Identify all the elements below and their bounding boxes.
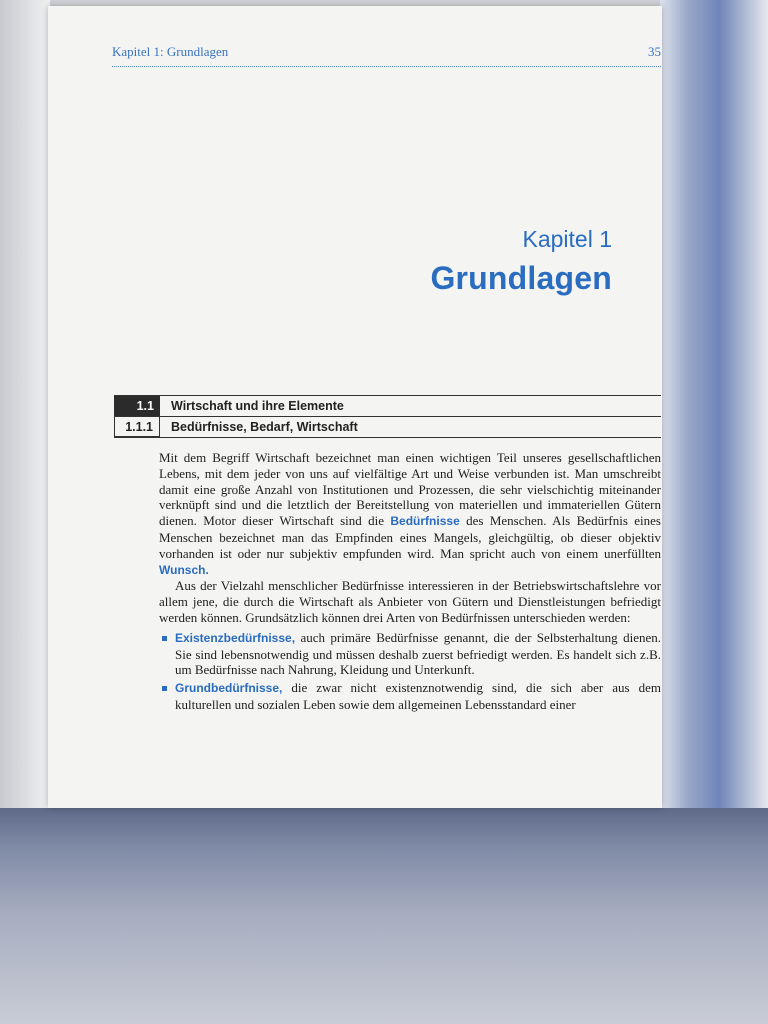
chapter-title: Grundlagen <box>430 260 612 296</box>
keyword: Grundbedürfnisse, <box>175 681 283 696</box>
list-item-text: die zwar nicht existenznotwendig sind, die sich aber aus dem kulturellen und sozialen Leben sowie dem allgemeinen Lebensstandard einer <box>175 680 661 712</box>
section-title: Bedürfnisse, Bedarf, Wirtschaft <box>171 420 358 434</box>
section-heading-1-1 <box>114 395 661 417</box>
page-number: 35 <box>648 44 661 59</box>
bullet-square-icon <box>162 686 167 691</box>
paragraph <box>159 450 661 578</box>
list-item-text: auch primäre Bedürfnisse genannt, die der Selbsterhaltung dienen. Sie sind lebensnotwendig und müssen deshalb zuerst befriedigt werden. Es handelt sich z.B. um Bedürfnisse nach Nahrung, Kleidung und Unterkunft. <box>175 629 661 678</box>
paragraph: Aus der Vielzahl menschlicher Bedürfnisse interessieren in der Betriebswirtschaftslehre vor allem jene, die durch die Wirtschaft als Anbieter von Gütern und Dienstleistungen befriedigt werden können. Grundsätzlich können drei Arten von Bedürfnissen unterschieden werden: <box>159 578 661 625</box>
text-run: des Menschen. Als Bedürfnis eines Menschen bezeichnet man das Empfinden eines Mangels, gleichgültig, ob dieser objektiv vorhanden ist oder nur subjektiv empfunden wird. Man spricht auch von einem unerfüllten <box>159 513 661 561</box>
scan-edge-right <box>660 0 768 810</box>
keyword: Bedürfnisse <box>390 514 460 529</box>
scan-edge-bottom <box>0 808 768 1024</box>
body-text <box>159 450 661 715</box>
running-title: Kapitel 1: Grundlagen <box>112 44 229 59</box>
section-number: 1.1.1 <box>114 417 160 437</box>
bullet-square-icon <box>162 636 167 641</box>
keyword: Existenzbedürfnisse, <box>175 630 296 645</box>
list-item <box>159 630 661 678</box>
text-run: Mit dem Begriff Wirtschaft bezeichnet man einen wichtigen Teil unseres gesellschaftlichen Lebens, mit dem jeder von uns auf vielfältige Art und Weise verbunden ist. Man umschreibt damit eine große Anzahl von Institutionen und Prozessen, die sehr vielschichtig miteinander verknüpft sind und die letztlich der Bereitstellung von materiellen und immateriellen Gütern dienen. Motor dieser Wirtschaft sind die <box>159 450 661 529</box>
list-item <box>159 680 661 713</box>
chapter-label: Kapitel 1 <box>522 226 612 252</box>
running-header <box>112 44 661 67</box>
book-page <box>48 6 662 808</box>
section-title: Wirtschaft und ihre Elemente <box>171 399 344 413</box>
keyword: Wunsch. <box>159 562 209 577</box>
section-number: 1.1 <box>114 396 160 416</box>
section-heading-1-1-1 <box>114 417 661 438</box>
book-gutter-shadow <box>0 0 50 810</box>
bullet-list <box>159 630 661 713</box>
